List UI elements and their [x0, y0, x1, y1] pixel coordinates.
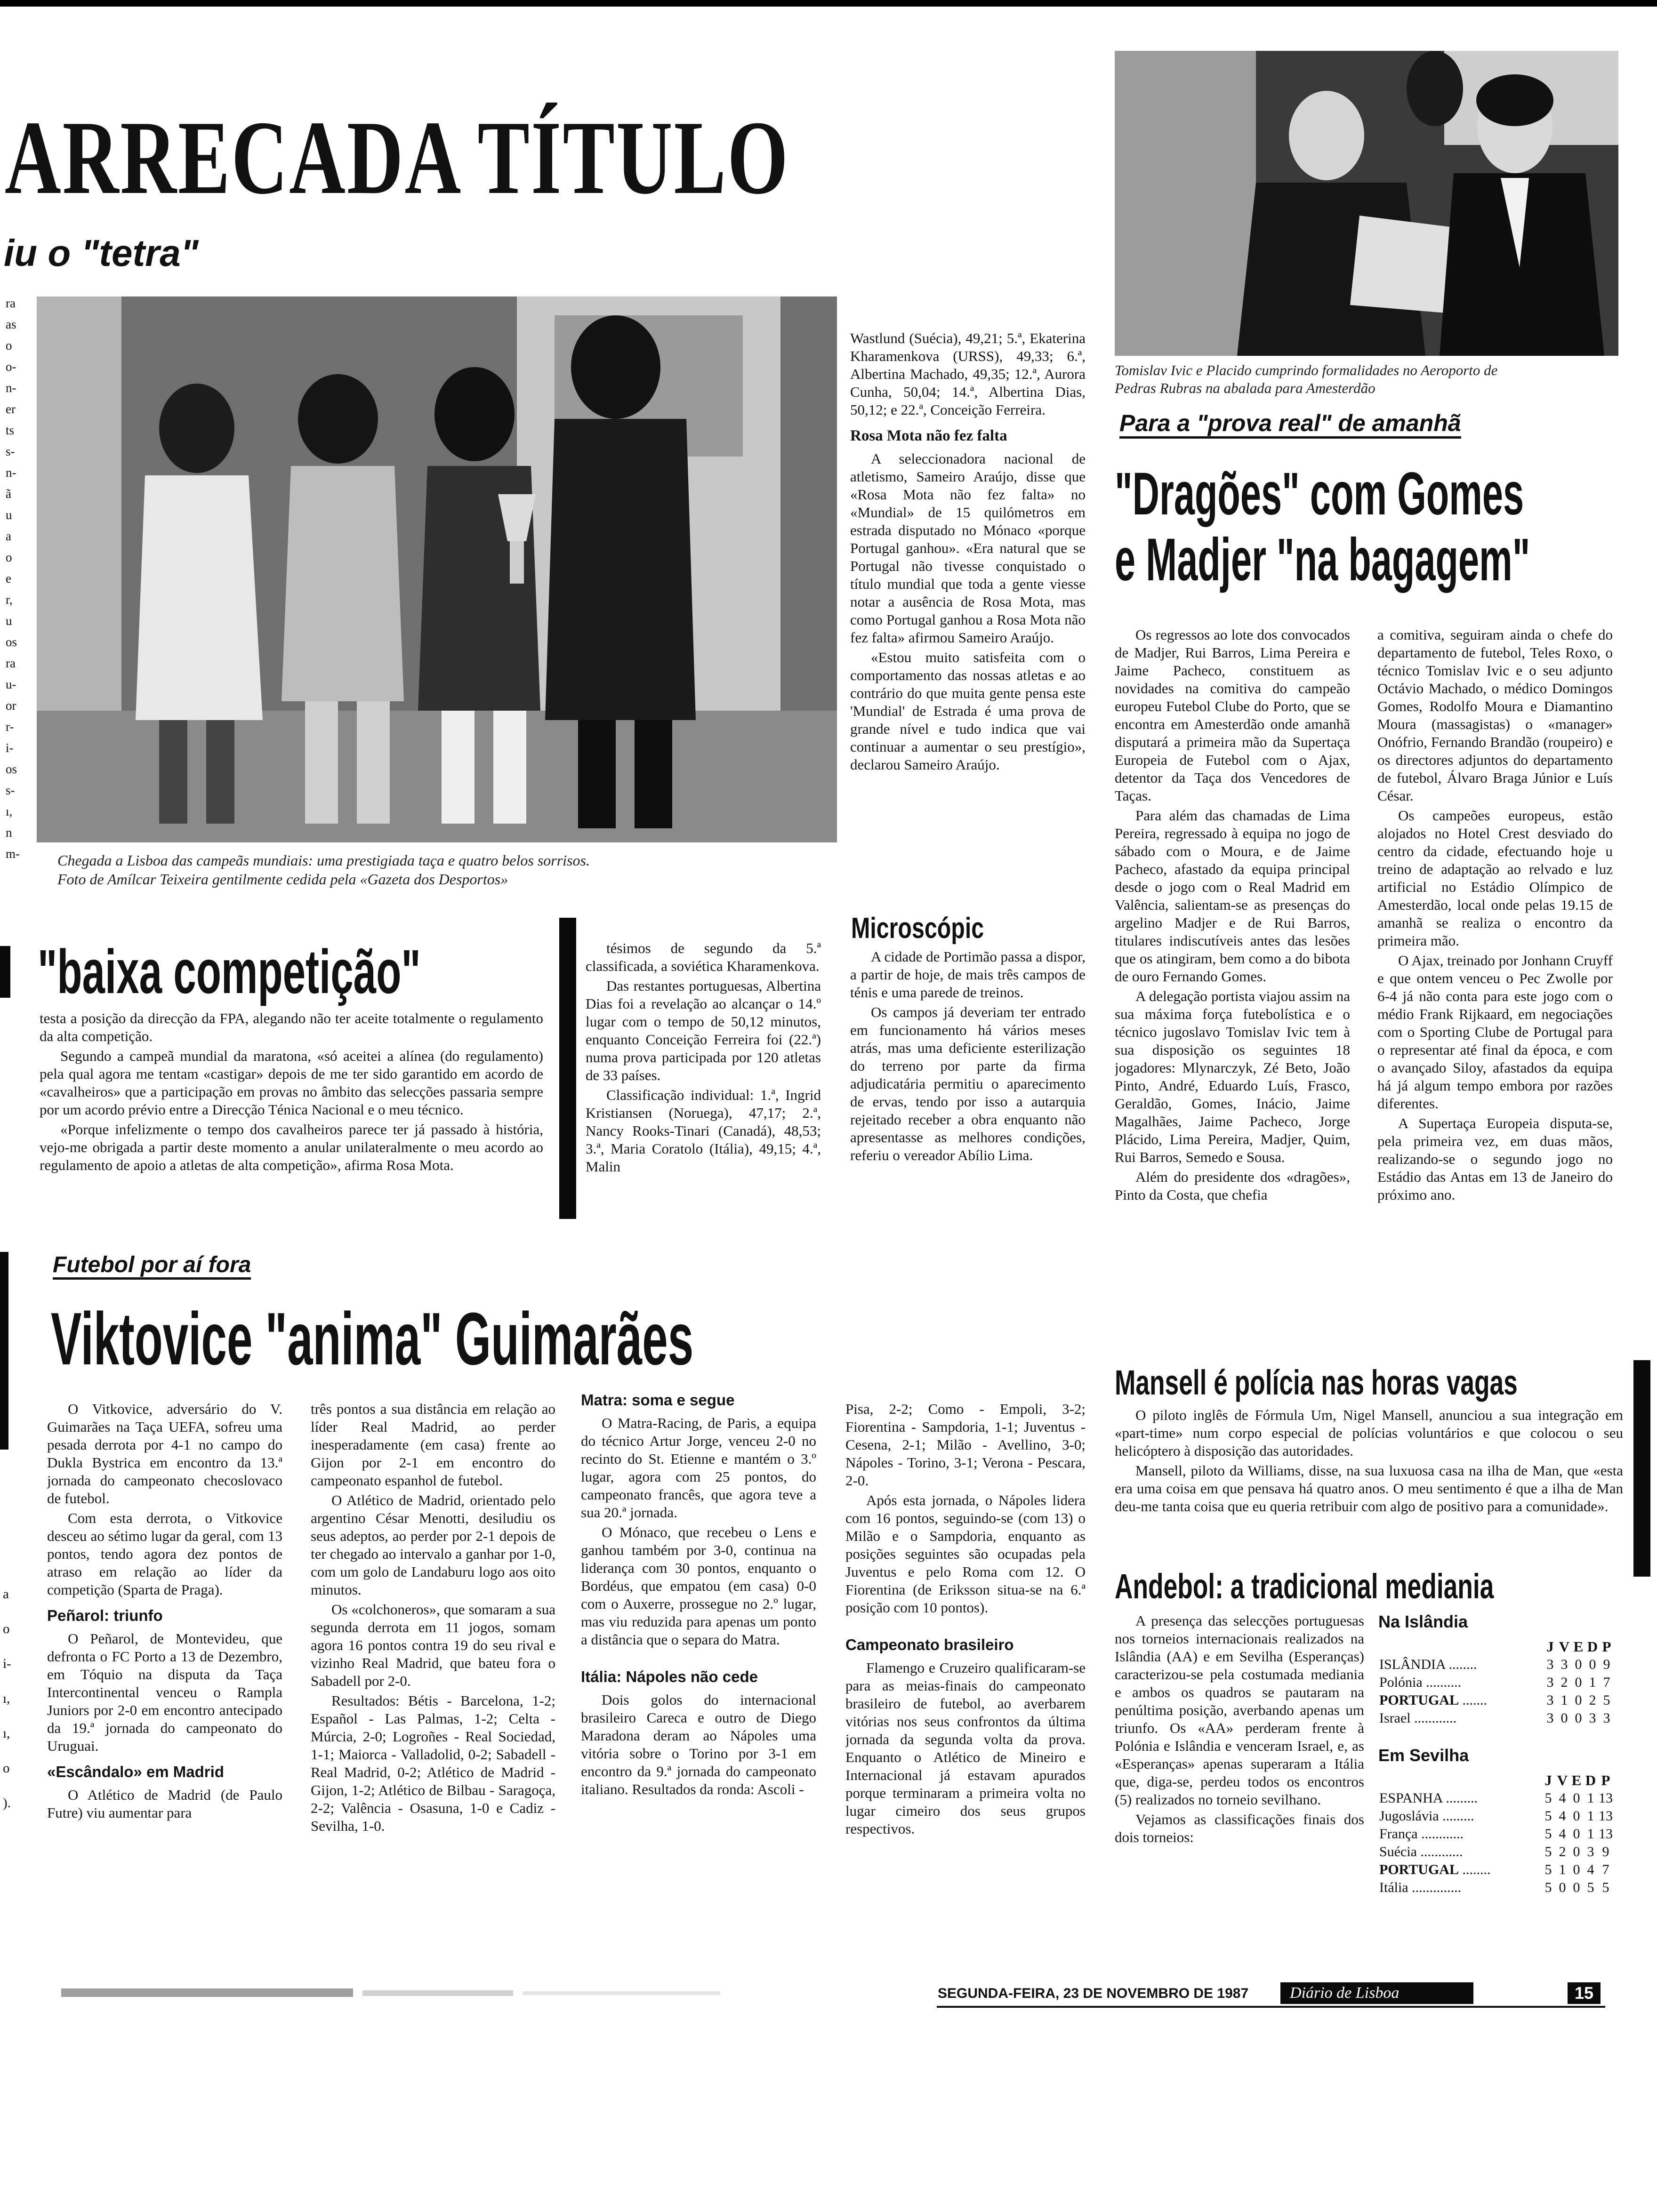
column-fragment: ra — [6, 296, 16, 310]
headline-deck — [0, 230, 377, 281]
futebol-col1 — [47, 1400, 282, 1956]
leader-dots: ............ — [1410, 1710, 1457, 1726]
portimao-para: Os campos já deveriam ter entrado em funcionamento há vários meses atrás, mas uma deficiente esterilização do terreno por parte da firma adjudicatária permitiu o aparecimento de ervas, tendo por isso a autarquia rejeitado receber a obra enquanto não apresentasse as melhores condições, referiu o vereador Abílio Lima. — [850, 1004, 1086, 1163]
leader-dots: ......... — [1439, 1808, 1474, 1824]
andebol-article — [1115, 1612, 1364, 1979]
italia-subhead: Itália: Nápoles não cede — [581, 1668, 758, 1685]
portimao-article — [850, 948, 1086, 1258]
futebol-kicker — [53, 1252, 335, 1290]
marathon-results-column — [850, 329, 1086, 937]
stat-cell: 5 — [1544, 1790, 1552, 1806]
column-header: V — [1557, 1772, 1568, 1788]
stat-cell: 1 — [1587, 1790, 1594, 1806]
sevilla-table-title: Em Sevilha — [1378, 1746, 1469, 1765]
marathon-results-text: Wastlund (Suécia), 49,21; 5.ª, Ekaterina Kharamenkova (URSS), 49,33; 6.ª, Albertina Machado, 49,35; 12.ª, Aurora Cunha, 50,04; 14.ª, Albertina Dias, 50,12; e 22.ª, Conceição Ferreira. — [850, 330, 1086, 418]
dragoes-para: A Supertaça Europeia disputa-se, pela primeira vez, em duas mãos, realizando-se o segundo jogo no Estádio das Antas em 13 de Janeiro do próximo ano. — [1377, 1115, 1613, 1203]
column-fragment: as — [6, 317, 16, 331]
futebol-para: Dois golos do internacional brasileiro Careca e outro de Diego Maradona deram ao Nápoles uma vitória sobre o Torino por 3-1 em encontro da 9.ª jornada do campeonato italiano. Resultados da ronda: Ascoli - — [581, 1691, 816, 1797]
section-bar — [0, 946, 10, 998]
stat-cell: 3 — [1546, 1710, 1554, 1726]
futebol-col3 — [581, 1391, 816, 1956]
column-fragment: u- — [6, 677, 16, 691]
mansell-headline — [1115, 1362, 1600, 1405]
futebol-col2 — [311, 1400, 555, 1956]
team-name — [1378, 1709, 1543, 1727]
andebol-headline — [1115, 1566, 1614, 1609]
stat-cell: 4 — [1587, 1862, 1594, 1877]
marathon-mid-para: Classificação individual: 1.ª, Ingrid Kristiansen (Noruega), 47,17; 2.ª, Nancy Rooks-Tinari (Canadá), 48,53; 3.ª, Maria Coratolo (Itália), 49,15; 4.ª, Malin — [586, 1087, 821, 1175]
futebol-para: Flamengo e Cruzeiro qualificaram-se para as meias-finais do campeonato brasileiro de futebol, ao averbarem vitórias nos seus confrontos da última jornada da segunda volta da prova. Enquanto o Atlético de Mineiro e Internacional já estavam apurados porque terminaram a primeira volta no lugar cimeiro dos seus grupos respectivos. — [845, 1659, 1086, 1837]
dragoes-para: Para além das chamadas de Lima Pereira, regressado à equipa no jogo de sábado com o Moura, e de Jaime Pacheco, afastado da equipa principal desde o jogo com o Real Madrid em Valência, salientam-se as presenças do argelino Madjer e de Rui Barros, titulares indiscutíveis antes das lesões que os atingiram, bem como a do bibota de ouro Fernando Gomes. — [1115, 807, 1350, 985]
stat-cell: 1 — [1560, 1692, 1568, 1708]
footer-date: SEGUNDA-FEIRA, 23 DE NOVEMBRO DE 1987 — [938, 1986, 1249, 2001]
column-header: P — [1602, 1638, 1611, 1655]
stat-cell: 0 — [1573, 1790, 1580, 1806]
column-fragment: o — [3, 1621, 10, 1636]
column-fragment: m- — [6, 847, 20, 861]
futebol-kicker-text: Futebol por aí fora — [53, 1252, 251, 1280]
photo-champions — [37, 297, 837, 842]
andebol-para: Vejamos as classificações finais dos dois torneios: — [1115, 1811, 1364, 1845]
stat-cell: 1 — [1587, 1826, 1594, 1842]
futebol-para: O Atlético de Madrid, orientado pelo argentino César Menotti, desiludiu os seus adeptos, ao perder por 2-1 depois de ter chegado ao intervalo a ganhar por 1-0, com um golo de Landaburu logo aos oito minutos. — [311, 1492, 555, 1598]
page-number-box — [1568, 1982, 1601, 2004]
baixa-headline-text: "baixa competição" — [38, 937, 421, 1006]
team-label: Israel — [1379, 1710, 1411, 1726]
stat-cell: 3 — [1603, 1710, 1610, 1726]
rosa-mota-subhead: Rosa Mota não fez falta — [850, 427, 1007, 444]
team-name — [1378, 1879, 1541, 1897]
photo-airport-caption: Tomislav Ivic e Placido cumprindo formalidades no Aeroporto de Pedras Rubras na abalada para Amesterdão — [1115, 362, 1498, 396]
microscopio-heading — [851, 911, 1086, 948]
column-header: P — [1601, 1772, 1610, 1788]
stat-cell: 0 — [1573, 1808, 1580, 1824]
team-label: PORTUGAL — [1379, 1862, 1459, 1877]
mansell-para: O piloto inglês de Fórmula Um, Nigel Mansell, anunciou a sua integração em «part-time» num corpo especial de polícias voluntários e que colocou o seu helicóptero à disposição das autoridades. — [1115, 1407, 1623, 1459]
stat-cell: 5 — [1544, 1844, 1552, 1859]
column-fragment: o — [6, 550, 12, 564]
leader-dots: .......... — [1422, 1675, 1462, 1690]
leader-dots: ....... — [1458, 1692, 1487, 1708]
main-headline — [0, 101, 941, 224]
team-label: Itália — [1379, 1880, 1408, 1895]
column-fragment: ts — [6, 423, 15, 437]
table-row — [1378, 1879, 1614, 1897]
column-header: J — [1544, 1772, 1552, 1788]
futebol-para: O Atlético de Madrid (de Paulo Futre) viu aumentar para — [47, 1787, 282, 1821]
portimao-para: A cidade de Portimão passa a dispor, a partir de hoje, de mais três campos de ténis e uma parede de treinos. — [850, 948, 1086, 1001]
masthead-box — [1280, 1982, 1473, 2004]
column-fragment: a — [6, 529, 11, 543]
stat-cell: 0 — [1573, 1862, 1580, 1877]
stat-cell: 0 — [1575, 1692, 1582, 1708]
futebol-para: Os «colchoneros», que somaram a sua segunda derrota em 11 jogos, somam agora 16 pontos contra 19 do seu rival e vizinho Real Madrid, que bateu fora o Sabadell por 2-0. — [311, 1601, 555, 1689]
table-row — [1378, 1674, 1614, 1691]
stat-cell: 2 — [1560, 1675, 1568, 1690]
iceland-table-title: Na Islândia — [1378, 1612, 1468, 1631]
column-fragment: ı, — [3, 1726, 10, 1741]
table-row — [1378, 1656, 1614, 1674]
team-label: Polónia — [1379, 1675, 1423, 1690]
team-name — [1378, 1674, 1543, 1691]
masthead-text: Diário de Lisboa — [1290, 1984, 1400, 2002]
futebol-para: O Vitkovice, adversário do V. Guimarães na Taça UEFA, sofreu uma pesada derrota por 4-1 no campo do Dukla Bystrica em encontro da 13.ª jornada do campeonato checoslovaco de futebol. — [47, 1401, 282, 1507]
scan-edge — [0, 0, 1657, 7]
futebol-para: O Peñarol, de Montevideu, que defronta o FC Porto a 13 de Dezembro, em Tóquio na disputa da Taça Intercontinental venceu o Rampla Juniors por 2-0 em encontro antecipado da 19.ª jornada do campeonato do Uruguai. — [47, 1630, 282, 1754]
stat-cell: 5 — [1544, 1808, 1552, 1824]
column-fragment: s- — [6, 783, 15, 797]
deck-text: iu o "tetra" — [4, 232, 199, 274]
stat-cell: 0 — [1559, 1880, 1566, 1895]
mansell-bar — [1633, 1360, 1650, 1577]
futebol-para: O Mónaco, que recebeu o Lens e ganhou também por 3-0, continua na liderança com 30 pontos, enquanto o Bordéus, que empatou (em casa) 0-0 com o Auxerre, prossegue no 2.º lugar, mas viu reduzida para apenas um ponto a distância que o separa do Matra. — [581, 1524, 816, 1648]
page-number: 15 — [1574, 1983, 1594, 2003]
baixa-headline — [38, 937, 555, 1007]
iceland-standings-table — [1378, 1638, 1614, 1727]
stat-cell: 0 — [1575, 1657, 1582, 1672]
matra-subhead: Matra: soma e segue — [581, 1391, 735, 1409]
left-edge-bar — [0, 1252, 8, 1450]
stat-cell: 1 — [1589, 1675, 1596, 1690]
column-fragment: o — [3, 1761, 10, 1776]
team-name — [1378, 1825, 1541, 1843]
leader-dots: ........ — [1445, 1657, 1477, 1672]
table-header-row — [1378, 1771, 1614, 1789]
stat-cell: 0 — [1560, 1710, 1568, 1726]
leader-dots: .............. — [1408, 1880, 1462, 1895]
table-row — [1378, 1843, 1614, 1861]
column-fragment: os — [6, 762, 17, 776]
rosa-mota-para: A seleccionadora nacional de atletismo, Sameiro Araújo, disse que «Rosa Mota não fez falta» no «Mundial» de 15 quilómetros em estrada disputado no Mónaco «porque Portugal ganhou». «Era natural que se Portugal não tivesse conquistado o título mundial que toda a gente viesse notar a ausência de Rosa Mota, mas como Portugal ganhou a Rosa Mota não fez falta» afirmou Sameiro Araújo. — [850, 450, 1086, 646]
team-label: Jugoslávia — [1379, 1808, 1439, 1824]
stat-cell: 3 — [1546, 1692, 1554, 1708]
marathon-mid-para: tésimos de segundo da 5.ª classificada, a soviética Kharamenkova. — [586, 940, 821, 974]
team-name — [1378, 1656, 1543, 1674]
column-header: E — [1571, 1772, 1582, 1788]
marathon-middle-column — [586, 939, 821, 1264]
stat-cell: 3 — [1589, 1710, 1596, 1726]
baixa-para: testa a posição da direcção da FPA, alegando não ter aceite totalmente o regulamento da alta competição. — [40, 1010, 543, 1044]
photo-champions-image — [37, 297, 837, 842]
column-header: V — [1559, 1638, 1570, 1655]
column-fragment: ı, — [3, 1691, 10, 1706]
andebol-tables — [1378, 1609, 1623, 1980]
column-fragment: n — [6, 825, 12, 840]
column-fragment: e — [6, 571, 11, 585]
table-row — [1378, 1709, 1614, 1727]
stat-cell: 0 — [1589, 1657, 1596, 1672]
column-fragment: er — [6, 402, 16, 416]
stat-cell: 3 — [1560, 1657, 1568, 1672]
stat-cell: 0 — [1575, 1710, 1582, 1726]
stat-cell: 0 — [1573, 1880, 1580, 1895]
baixa-article — [40, 1010, 543, 1264]
mansell-headline-text: Mansell é polícia nas horas vagas — [1115, 1363, 1518, 1402]
mansell-para: Mansell, piloto da Williams, disse, na sua luxuosa casa na ilha de Man, que «esta era uma coisa em que pensava há quatro anos. O meu sentimento é que a ilha de Man deu-me tanta coisa que eu queria retribuir com algo de positivo para a comunidade». — [1115, 1462, 1623, 1515]
leader-dots: ............ — [1417, 1826, 1464, 1842]
microscopio-text: Microscópic — [851, 912, 984, 945]
header-spacer — [1378, 1638, 1543, 1656]
futebol-headline — [51, 1299, 992, 1384]
team-label: França — [1379, 1826, 1418, 1842]
stat-cell: 13 — [1599, 1826, 1613, 1842]
dragoes-headline-line1: "Dragões" com Gomes — [1115, 461, 1524, 528]
baixa-para: Segundo a campeã mundial da maratona, «só aceitei a alínea (do regulamento) pela qual agora me tentam «castigar» depois de me ter sido garantido em acordo de «cavalheiros» que a participação em provas no âmbito das selecções passaria sempre por um acordo prévio entre a Direcção Ténica Nacional e o meu técnico. — [40, 1048, 543, 1118]
header-spacer — [1378, 1771, 1541, 1789]
team-name — [1378, 1691, 1543, 1709]
column-fragment: r- — [6, 720, 14, 734]
column-fragment: ı, — [6, 804, 13, 818]
dragoes-para: a comitiva, seguiram ainda o chefe do departamento de futebol, Teles Roxo, o técnico Tomislav Ivic e o seu adjunto Octávio Machado, o médico Domingos Gomes, Rodolfo Moura e Diamantino Moura (massagistas) o «manager» Onófrio, Fernando Brandão (roupeiro) e os directores adjuntos do departamento de futebol, Álvaro Braga Júnior e Luís César. — [1377, 626, 1613, 804]
team-label: ISLÂNDIA — [1379, 1657, 1445, 1672]
stat-cell: 2 — [1589, 1692, 1596, 1708]
footer-rule — [937, 2006, 1605, 2008]
table-row — [1378, 1789, 1614, 1807]
futebol-headline-text: Viktovice "anima" Guimarães — [51, 1299, 694, 1380]
left-column-fragments-lower — [3, 1577, 22, 1906]
team-label: PORTUGAL — [1379, 1692, 1459, 1708]
stat-cell: 2 — [1559, 1844, 1566, 1859]
leader-dots: ......... — [1442, 1790, 1478, 1806]
column-rule — [559, 918, 576, 1219]
column-header: D — [1585, 1772, 1596, 1788]
team-label: ESPANHA — [1379, 1790, 1442, 1806]
column-fragment: o- — [6, 360, 16, 374]
table-row — [1378, 1691, 1614, 1709]
column-fragment: s- — [6, 444, 15, 458]
futebol-col4 — [845, 1400, 1086, 1956]
column-header: E — [1573, 1638, 1584, 1655]
stat-cell: 4 — [1559, 1790, 1566, 1806]
leader-dots: ........ — [1458, 1862, 1491, 1877]
column-fragment: ã — [6, 487, 11, 501]
stat-cell: 13 — [1599, 1790, 1613, 1806]
stat-cell: 5 — [1603, 1692, 1610, 1708]
stat-cell: 3 — [1546, 1675, 1554, 1690]
futebol-para: Após esta jornada, o Nápoles lidera com 16 pontos, seguindo-se (com 13) o Milão e o Sampdoria, enquanto as posições seguintes são ocupadas pela Juventus e pelo Roma com 12. O Fiorentina (de Eriksson situa-se na 6.ª posição com 10 pontos). — [845, 1492, 1086, 1616]
stat-cell: 0 — [1573, 1826, 1580, 1842]
photo-airport-image — [1115, 51, 1618, 356]
stat-cell: 0 — [1573, 1844, 1580, 1859]
column-fragment: os — [6, 635, 17, 649]
penarol-subhead: Peñarol: triunfo — [47, 1607, 163, 1624]
stat-cell: 4 — [1559, 1808, 1566, 1824]
andebol-para: A presença das selecções portuguesas nos torneios internacionais realizados na Islândia (AA) e em Sevilha (Esperanças) caracterizou-se pela costumada mediania e ambos os quadros se pautaram na penúltima posição, averbando apenas um triunfo. Os «AA» perderam frente à Polónia e Islândia e venceram Israel, e, as «Esperanças» apenas superaram a Itália que, diga-se, perdeu todos os encontros (5) realizados no torneio sevilhano. — [1115, 1612, 1364, 1808]
leader-dots: ............ — [1416, 1844, 1463, 1859]
stat-cell: 7 — [1602, 1862, 1609, 1877]
headline-text: ARRECADA TÍTULO — [5, 101, 790, 216]
column-fragment: n- — [6, 381, 16, 395]
stat-cell: 3 — [1546, 1657, 1554, 1672]
dragoes-para: A delegação portista viajou assim na sua máxima força futebolística e o técnico jugoslavo Tomislav Ivic tem à sua disposição os seguintes 18 jogadores: Mlynarczyk, Zé Beto, João Pinto, André, Eduardo Luís, Frasco, Geraldão, Gomes, Inácio, Jaime Magalhães, Jaime Pacheco, Jorge Plácido, Lima Pereira, Madjer, Quim, Rui Barros, Semedo e Sousa. — [1115, 988, 1350, 1165]
table-row — [1378, 1825, 1614, 1843]
marathon-mid-para: Das restantes portuguesas, Albertina Dias foi a revelação ao alcançar o 14.º lugar com o tempo de 50,12 minutos, enquanto Conceição Ferreira foi (22.ª) numa prova participada por 120 atletas de 33 países. — [586, 978, 821, 1083]
dragoes-para: Os campeões europeus, estão alojados no Hotel Crest desviado do centro da cidade, efectuando hoje u treino de adaptação ao relvado e luz artificial no Estádio Olímpico de Amesterdão, local onde pelas 19.15 de amanhã se realiza o encontro da primeira mão. — [1377, 807, 1613, 949]
baixa-para: «Porque infelizmente o tempo dos cavalheiros parece ter já passado à história, vejo-me obrigada a partir deste momento a anular unilateralmente o meu acordo ao regulamento de apoio a atletas de alta competição», afirma Rosa Mota. — [40, 1121, 543, 1173]
stat-cell: 7 — [1603, 1675, 1610, 1690]
column-fragment: u — [6, 508, 12, 522]
column-header: J — [1546, 1638, 1554, 1655]
dragoes-headline — [1115, 461, 1614, 598]
column-fragment: or — [6, 698, 16, 713]
team-name — [1378, 1807, 1541, 1825]
dragoes-headline-line2: e Madjer "na bagagem" — [1115, 526, 1530, 593]
futebol-para: Resultados: Bétis - Barcelona, 1-2; Español - Las Palmas, 1-2; Celta - Múrcia, 2-0; Logroñes - Real Sociedad, 1-1; Maiorca - Valladolid, 0-2; Sabadell - Real Madrid, 0-2; Atlético de Madrid - Gijon, 1-2; Atlético de Bilbau - Saragoça, 2-2; Valência - Osasuna, 1-0 e Cadiz - Sevilha, 1-0. — [311, 1692, 555, 1834]
stat-cell: 5 — [1602, 1880, 1609, 1895]
column-header: D — [1587, 1638, 1598, 1655]
table-row — [1378, 1807, 1614, 1825]
stat-cell: 5 — [1544, 1880, 1552, 1895]
mansell-article — [1115, 1406, 1623, 1566]
stat-cell: 4 — [1559, 1826, 1566, 1842]
left-column-fragments — [6, 293, 29, 919]
column-fragment: ). — [3, 1795, 11, 1811]
scan-noise-graphic — [42, 1984, 748, 2003]
futebol-para: três pontos a sua distância em relação ao líder Real Madrid, ao perder inesperadamente (em casa) frente ao Gijon por 2-1 em encontro do campeonato espanhol de futebol. — [311, 1401, 555, 1489]
dragoes-col1 — [1115, 626, 1350, 1346]
stat-cell: 9 — [1603, 1657, 1610, 1672]
team-name — [1378, 1789, 1541, 1807]
sevilla-standings-table — [1378, 1771, 1614, 1897]
futebol-para: Pisa, 2-2; Como - Empoli, 3-2; Fiorentina - Sampdoria, 1-1; Juventus - Cesena, 2-1; Milão - Avellino, 3-0; Nápoles - Torino, 3-1; Verona - Pescara, 2-0. — [845, 1401, 1086, 1489]
dragoes-para: O Ajax, treinado por Jonhann Cruyff e que ontem venceu o Pec Zwolle por 6-4 já não conta para este jogo com o médio Frank Rijkaard, em negociações com o Sporting Clube de Portugal para o representar até final da época, e com o avançado Siloy, afastados da equipa há já algum tempo embora por razões diferentes. — [1377, 952, 1613, 1112]
dragoes-kicker — [1119, 409, 1468, 442]
table-header-row — [1378, 1638, 1614, 1656]
column-fragment: n- — [6, 465, 16, 480]
dragoes-para: Os regressos ao lote dos convocados de Madjer, Rui Barros, Lima Pereira e Jaime Pacheco, constituem as novidades na comitiva do campeão europeu Futebol Clube do Porto, que se encontra em Amesterdão onde amanhã disputará a primeira mão da Supertaça Europeia de Futebol com o Ajax, detentor da Taça dos Vencedores de Taças. — [1115, 626, 1350, 804]
column-fragment: o — [6, 338, 12, 353]
team-label: Suécia — [1379, 1844, 1417, 1859]
column-fragment: u — [6, 614, 12, 628]
stat-cell: 1 — [1587, 1808, 1594, 1824]
futebol-para: O Matra-Racing, de Paris, a equipa do técnico Artur Jorge, venceu 2-0 no recinto do St. Etienne e mantém o 3.º lugar, agora com 25 pontos, do campeonato francês, que agora teve a sua 20.ª jornada. — [581, 1415, 816, 1521]
column-fragment: r, — [6, 593, 13, 607]
column-fragment: i- — [3, 1656, 11, 1671]
team-name — [1378, 1861, 1541, 1879]
stat-cell: 1 — [1559, 1862, 1566, 1877]
stat-cell: 5 — [1544, 1826, 1552, 1842]
stat-cell: 0 — [1575, 1675, 1582, 1690]
dragoes-para: Além do presidente dos «dragões», Pinto da Costa, que chefia — [1115, 1169, 1350, 1203]
dragoes-col2 — [1377, 626, 1613, 1346]
footer-scan-noise — [42, 1984, 748, 2003]
stat-cell: 13 — [1599, 1808, 1613, 1824]
stat-cell: 5 — [1587, 1880, 1594, 1895]
column-fragment: a — [3, 1587, 9, 1602]
dragoes-kicker-text: Para a "prova real" de amanhã — [1119, 410, 1461, 439]
team-name — [1378, 1843, 1541, 1861]
brasileiro-subhead: Campeonato brasileiro — [845, 1636, 1014, 1653]
photo-airport — [1115, 51, 1618, 356]
andebol-headline-text: Andebol: a tradicional mediania — [1115, 1567, 1494, 1606]
column-fragment: i- — [6, 741, 14, 755]
column-fragment: ra — [6, 656, 16, 670]
stat-cell: 5 — [1544, 1862, 1552, 1877]
escandalo-subhead: «Escândalo» em Madrid — [47, 1763, 224, 1780]
stat-cell: 9 — [1602, 1844, 1609, 1859]
futebol-para: Com esta derrota, o Vitkovice desceu ao sétimo lugar da geral, com 13 pontos, tendo agora dez pontos de atraso em relação ao líder da competição (Sparta de Praga). — [47, 1510, 282, 1598]
stat-cell: 3 — [1587, 1844, 1594, 1859]
rosa-mota-para: «Estou muito satisfeita com o comportamento das nossas atletas e ao contrário do que muita gente pensa este 'Mundial' de Estrada é uma prova de grande nível e tudo indica que vai continuar a aumentar o seu prestígio», declarou Sameiro Araújo. — [850, 649, 1086, 773]
photo-champions-caption: Chegada a Lisboa das campeãs mundiais: uma prestigiada taça e quatro belos sorrisos. Foto de Amílcar Teixeira gentilmente cedida pela «Gazeta dos Desportos» — [57, 852, 590, 888]
table-row — [1378, 1861, 1614, 1879]
